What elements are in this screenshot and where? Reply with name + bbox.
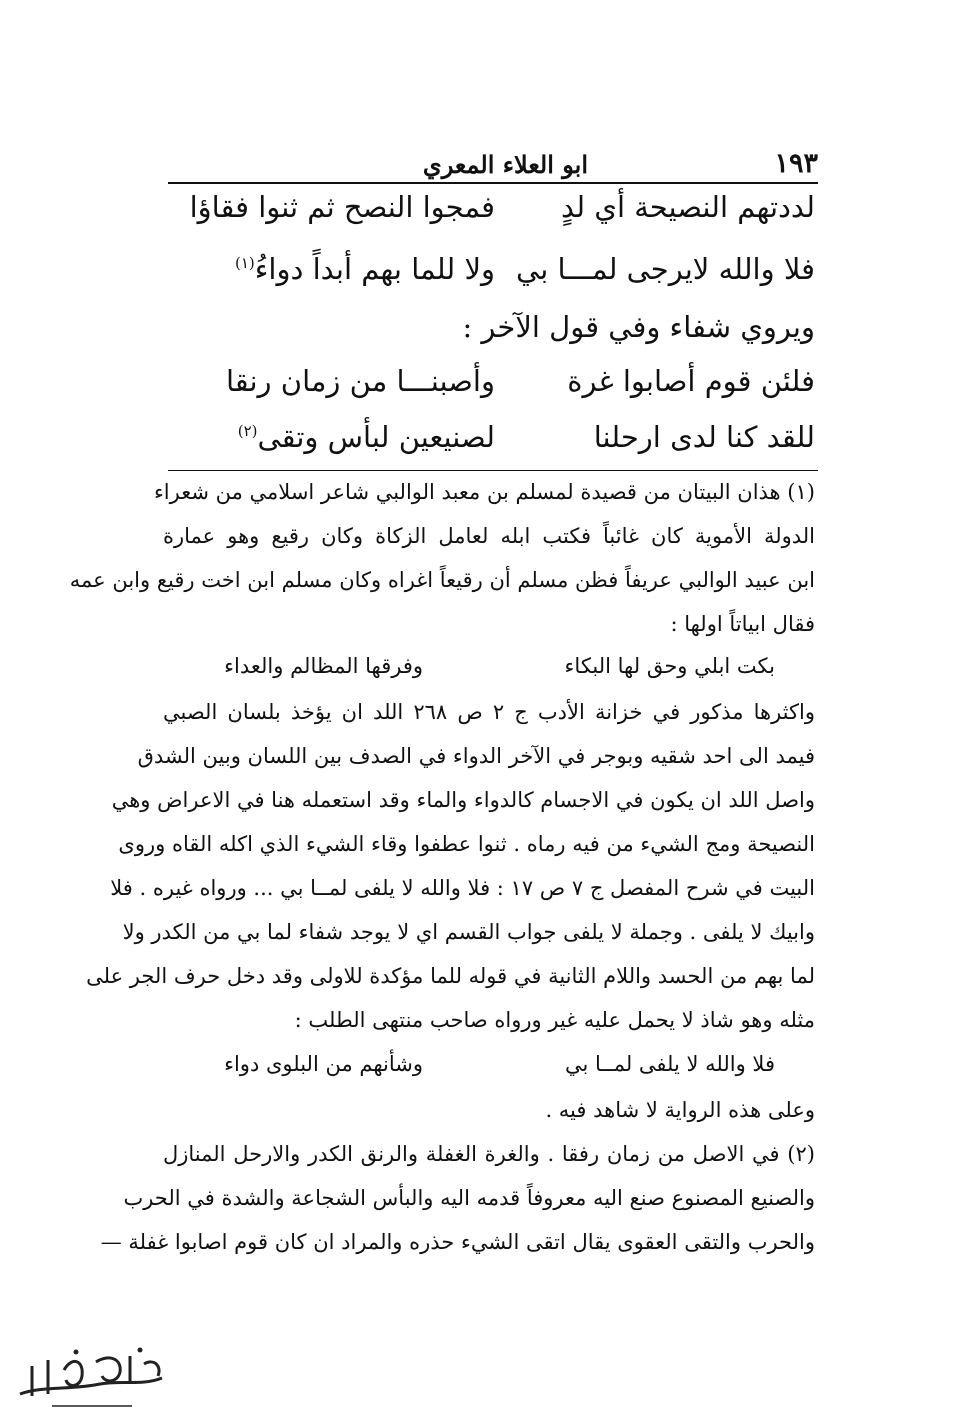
verse-hemistich-first: لددتهم النصيحة أي لدٍ bbox=[561, 190, 815, 224]
footnote-line: الدولة الأموية كان غائباً فكتب ابله لعامل الزكاة وكان رقيع وهو عمارة bbox=[163, 524, 815, 548]
verse-hemistich-second: لصنيعين لبأس وتقى$^{(٢)}$ bbox=[237, 420, 495, 454]
footnote-line: واصل اللد ان يكون في الاجسام كالدواء والماء وقد استعمله هنا في الاعراض وهي bbox=[111, 788, 815, 812]
page-number: ١٩٣ bbox=[774, 148, 818, 179]
prose-line: ويروي شفاء وفي قول الآخر : bbox=[462, 310, 815, 344]
footnote-line: فيمد الى احد شقيه وبوجر في الآخر الدواء في الصدف بين اللسان وبين الشدق bbox=[137, 744, 815, 768]
page-header bbox=[168, 148, 818, 182]
verse-line bbox=[195, 252, 815, 304]
footnote-line: النصيحة ومج الشيء من فيه رماه . ثنوا عطفوا وقاء الشيء الذي اكله القاه وروى bbox=[118, 832, 815, 856]
footnote-rule bbox=[168, 470, 818, 471]
verse-hemistich-second: وأصبنـــا من زمان رنقا bbox=[225, 364, 495, 398]
footnote-line: واكثرها مذكور في خزانة الأدب ج ٢ ص ٢٦٨ اللد ان يؤخذ بلسان الصبي bbox=[163, 700, 815, 724]
footnote-line: لما بهم من الحسد واللام الثانية في قوله للما مؤكدة للاولى وقد دخل حرف الجر على bbox=[86, 964, 815, 988]
footnote-line: ابن عبيد الوالبي عريفاً فظن مسلم أن رقيعاً اغراه وكان مسلم ابن اخت رقيع وابن عمه bbox=[69, 568, 815, 592]
cited-verse bbox=[163, 1052, 815, 1086]
verse-line bbox=[195, 364, 815, 416]
library-stamp bbox=[12, 1336, 172, 1416]
cited-hemistich-second: وشأنهم من البلوى دواء bbox=[224, 1052, 423, 1076]
cited-hemistich-first: بكت ابلي وحق لها البكاء bbox=[564, 654, 775, 678]
footnote-line: والصنيع المصنوع صنع اليه معروفاً قدمه اليه والبأس الشجاعة والشدة في الحرب bbox=[123, 1186, 815, 1210]
cited-hemistich-second: وفرقها المظالم والعداء bbox=[224, 654, 423, 678]
footnote-line: مثله وهو شاذ لا يحمل عليه غير ورواه صاحب منتهى الطلب : bbox=[294, 1008, 815, 1032]
footnote-line: فقال ابياتاً اولها : bbox=[670, 612, 815, 636]
verse-hemistich-first: للقد كنا لدى ارحلنا bbox=[593, 420, 815, 454]
footnote-line: والحرب والتقى العقوى يقال اتقى الشيء حذره والمراد ان كان قوم اصابوا غفلة — bbox=[100, 1230, 815, 1254]
verse-hemistich-first: فلئن قوم أصابوا غرة bbox=[567, 364, 815, 398]
footnote-marker: (٢) bbox=[237, 422, 258, 441]
running-title: ابو العلاء المعري bbox=[422, 150, 588, 179]
footnote-line: وعلى هذه الرواية لا شاهد فيه . bbox=[545, 1098, 815, 1122]
cited-hemistich-first: فلا والله لا يلفى لمــا بي bbox=[564, 1052, 775, 1076]
footnote-line: البيت في شرح المفصل ج ٧ ص ١٧ : فلا والله لا يلفى لمــا بي ... ورواه غيره . فلا bbox=[110, 876, 815, 900]
stamp-logo-icon bbox=[12, 1336, 172, 1416]
footnote-marker: (١) bbox=[235, 254, 255, 273]
verse-hemistich-second: فمجوا النصح ثم ثنوا فقاؤا bbox=[189, 190, 495, 224]
verse-line bbox=[195, 420, 815, 472]
verse-line bbox=[189, 190, 815, 242]
verse-hemistich-second: ولا للما بهم أبداً دواءُ$^{(١)}$ bbox=[235, 252, 495, 286]
footnote-line: وابيك لا يلفى . وجملة لا يلفى جواب القسم اي لا يوجد شفاء لما بي من الكدر ولا bbox=[122, 920, 815, 944]
footnote-line: (٢) في الاصل من زمان رفقا . والغرة الغفلة والرنق الكدر والارحل المنازل bbox=[163, 1142, 815, 1166]
verse-hemistich-first: فلا والله لايرجى لمـــا بي bbox=[516, 252, 815, 286]
header-rule bbox=[168, 182, 818, 184]
footnote-line: (١) هذان البيتان من قصيدة لمسلم بن معبد الوالبي شاعر اسلامي من شعراء bbox=[153, 480, 815, 504]
cited-verse bbox=[163, 654, 815, 688]
